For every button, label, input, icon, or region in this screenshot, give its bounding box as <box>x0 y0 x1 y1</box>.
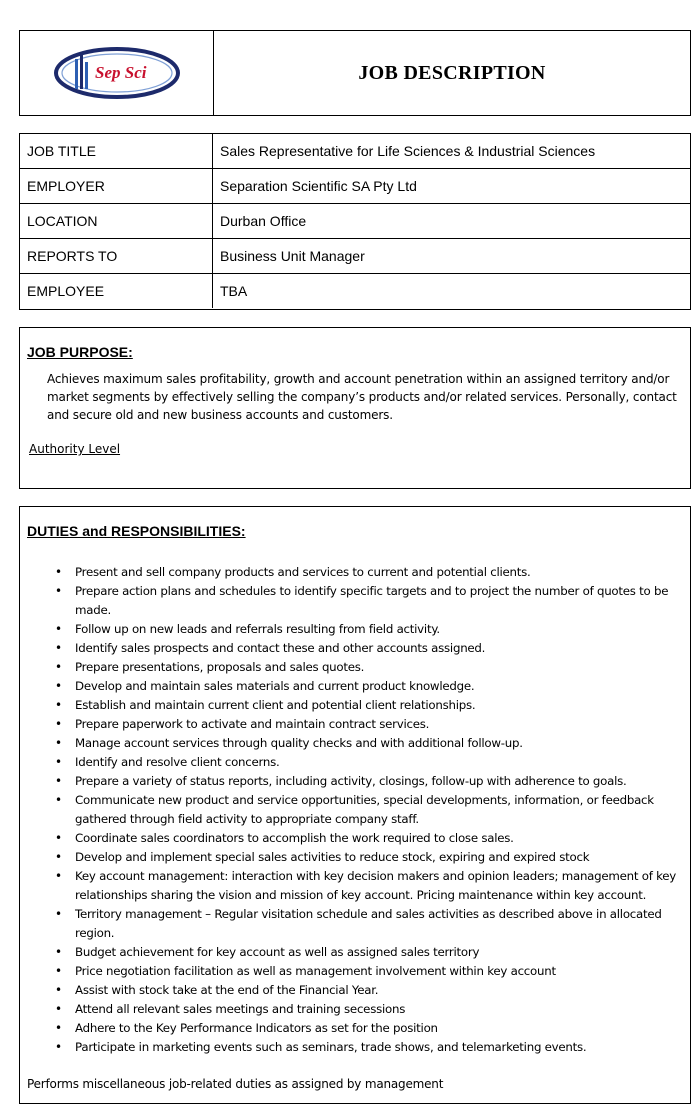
duty-text: Attend all relevant sales meetings and training secessions <box>75 1002 406 1016</box>
bullet-icon: • <box>55 660 62 674</box>
duty-text: Manage account services through quality checks and with additional follow-up. <box>75 736 523 750</box>
list-item <box>55 943 682 962</box>
authority-level-label: Authority Level <box>29 442 121 456</box>
duty-text: Identify sales prospects and contact these and other accounts assigned. <box>75 641 486 655</box>
duty-text: Develop and maintain sales materials and current product knowledge. <box>75 679 475 693</box>
bullet-icon: • <box>55 774 62 788</box>
info-row-employee <box>20 274 690 308</box>
list-item <box>55 791 682 829</box>
purpose-heading: JOB PURPOSE: <box>27 344 133 360</box>
duty-text: Prepare presentations, proposals and sales quotes. <box>75 660 365 674</box>
bullet-icon: • <box>55 584 62 598</box>
info-label: EMPLOYER <box>20 169 213 203</box>
duties-list <box>27 563 682 1057</box>
info-row-employer <box>20 169 690 204</box>
info-value: Durban Office <box>220 213 307 229</box>
title-cell <box>214 31 690 115</box>
page-title: JOB DESCRIPTION <box>358 61 546 84</box>
bullet-icon: • <box>55 983 62 997</box>
job-purpose-section <box>19 327 691 489</box>
info-row-reports-to <box>20 239 690 274</box>
list-item <box>55 696 682 715</box>
info-value: Business Unit Manager <box>220 248 365 264</box>
info-value: Sales Representative for Life Sciences & Industrial Sciences <box>220 143 596 159</box>
bullet-icon: • <box>55 850 62 864</box>
list-item <box>55 753 682 772</box>
duty-text: Participate in marketing events such as seminars, trade shows, and telemarketing events. <box>75 1040 587 1054</box>
duty-text: Communicate new product and service opportunities, special developments, information, or feedback gathered through field activity to appropriate company staff. <box>75 793 654 826</box>
bullet-icon: • <box>55 831 62 845</box>
duty-text: Key account management: interaction with key decision makers and opinion leaders; management of key relationships sharing the vision and mission of key account. Pricing maintenance within key account. <box>75 869 677 902</box>
logo-text: Sep Sci <box>94 63 146 82</box>
duty-text: Prepare action plans and schedules to identify specific targets and to project the number of quotes to be made. <box>75 584 669 617</box>
duty-text: Prepare a variety of status reports, including activity, closings, follow-up with adherence to goals. <box>75 774 627 788</box>
list-item <box>55 639 682 658</box>
bullet-icon: • <box>55 964 62 978</box>
duty-text: Budget achievement for key account as well as assigned sales territory <box>75 945 480 959</box>
info-label: JOB TITLE <box>20 134 213 168</box>
list-item <box>55 677 682 696</box>
bullet-icon: • <box>55 1021 62 1035</box>
list-item <box>55 1000 682 1019</box>
duty-text: Develop and implement special sales activities to reduce stock, expiring and expired stock <box>75 850 590 864</box>
list-item <box>55 658 682 677</box>
bullet-icon: • <box>55 622 62 636</box>
info-row-location <box>20 204 690 239</box>
bullet-icon: • <box>55 679 62 693</box>
bullet-icon: • <box>55 793 62 807</box>
list-item <box>55 563 682 582</box>
logo-cell <box>20 31 214 115</box>
list-item <box>55 1019 682 1038</box>
bullet-icon: • <box>55 907 62 921</box>
list-item <box>55 582 682 620</box>
duty-text: Price negotiation facilitation as well as management involvement within key account <box>75 964 556 978</box>
duty-text: Identify and resolve client concerns. <box>75 755 280 769</box>
list-item <box>55 1038 682 1057</box>
bullet-icon: • <box>55 945 62 959</box>
document-header <box>19 30 691 116</box>
bullet-icon: • <box>55 869 62 883</box>
bullet-icon: • <box>55 755 62 769</box>
list-item <box>55 848 682 867</box>
info-value: Separation Scientific SA Pty Ltd <box>220 178 417 194</box>
list-item <box>55 962 682 981</box>
bullet-icon: • <box>55 736 62 750</box>
info-label: LOCATION <box>20 204 213 238</box>
duty-text: Territory management – Regular visitation schedule and sales activities as described above in allocated region. <box>75 907 662 940</box>
duties-section <box>19 506 691 1104</box>
list-item <box>55 772 682 791</box>
list-item <box>55 981 682 1000</box>
info-row-job-title <box>20 134 690 169</box>
list-item <box>55 867 682 905</box>
list-item <box>55 829 682 848</box>
bullet-icon: • <box>55 641 62 655</box>
duty-text: Prepare paperwork to activate and maintain contract services. <box>75 717 430 731</box>
info-value: TBA <box>220 283 248 299</box>
duty-text: Establish and maintain current client and potential client relationships. <box>75 698 476 712</box>
list-item <box>55 905 682 943</box>
list-item <box>55 715 682 734</box>
duty-text: Present and sell company products and services to current and potential clients. <box>75 565 531 579</box>
job-info-table <box>19 133 691 310</box>
list-item <box>55 620 682 639</box>
bullet-icon: • <box>55 1002 62 1016</box>
bullet-icon: • <box>55 717 62 731</box>
closing-statement: Performs miscellaneous job-related duties as assigned by management <box>27 1077 444 1091</box>
duty-text: Adhere to the Key Performance Indicators as set for the position <box>75 1021 438 1035</box>
bullet-icon: • <box>55 1040 62 1054</box>
sep-sci-logo <box>53 45 181 101</box>
duty-text: Assist with stock take at the end of the Financial Year. <box>75 983 379 997</box>
bullet-icon: • <box>55 565 62 579</box>
purpose-text: Achieves maximum sales profitability, growth and account penetration within an assigned territory and/or market segments by effectively selling the company’s products and/or related services. Personally, contact and secure old and new business accounts and customers. <box>47 372 677 422</box>
info-label: EMPLOYEE <box>20 274 213 308</box>
bullet-icon: • <box>55 698 62 712</box>
duties-heading: DUTIES and RESPONSIBILITIES: <box>27 523 246 539</box>
list-item <box>55 734 682 753</box>
duty-text: Coordinate sales coordinators to accomplish the work required to close sales. <box>75 831 514 845</box>
info-label: REPORTS TO <box>20 239 213 273</box>
duty-text: Follow up on new leads and referrals resulting from field activity. <box>75 622 440 636</box>
